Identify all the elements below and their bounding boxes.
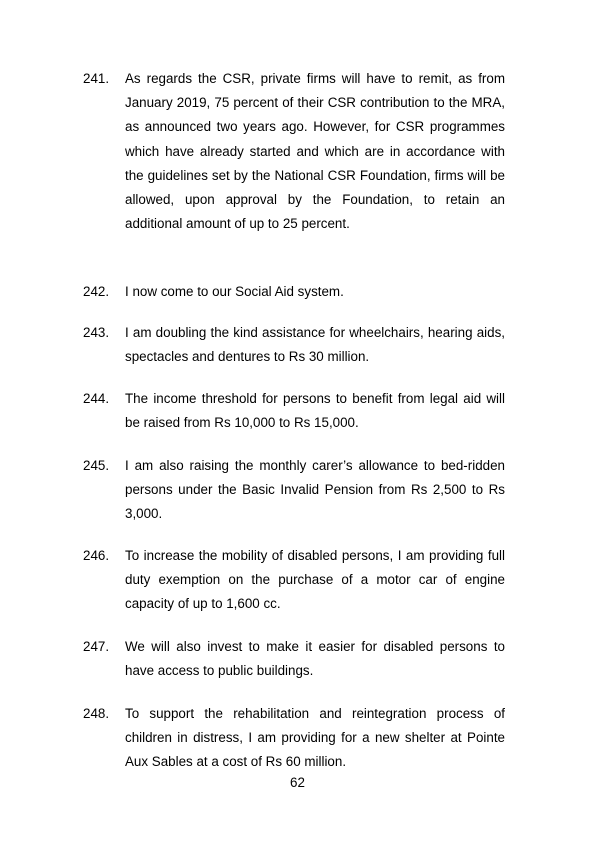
paragraph-number: 248. xyxy=(83,706,110,721)
paragraph-text: I now come to our Social Aid system. xyxy=(125,284,344,299)
paragraph-241 xyxy=(83,67,505,236)
paragraph-number: 244. xyxy=(83,391,110,406)
paragraph-number: 241. xyxy=(83,71,110,86)
paragraph-text: To increase the mobility of disabled persons, I am providing full duty exemption on the purchase of a motor car of engine capacity of up to 1,600 cc. xyxy=(125,548,505,612)
paragraph-number: 243. xyxy=(83,325,110,340)
paragraph-number: 245. xyxy=(83,458,110,473)
paragraph-text: The income threshold for persons to benefit from legal aid will be raised from Rs 10,000 to Rs 15,000. xyxy=(125,391,505,431)
paragraph-text: To support the rehabilitation and reintegration process of children in distress, I am providing for a new shelter at Pointe Aux Sables at a cost of Rs 60 million. xyxy=(125,706,505,770)
paragraph-245 xyxy=(83,454,505,527)
paragraph-246 xyxy=(83,544,505,617)
paragraph-text: As regards the CSR, private firms will have to remit, as from January 2019, 75 percent of their CSR contribution to the MRA, as announced two years ago. However, for CSR programmes which have already started and which are in accordance with the guidelines set by the National CSR Foundation, firms will be allowed, upon approval by the Foundation, to retain an additional amount of up to 25 percent. xyxy=(125,71,505,232)
paragraph-244 xyxy=(83,387,505,435)
paragraph-247 xyxy=(83,635,505,683)
page-number: 62 xyxy=(290,775,305,790)
paragraph-text: We will also invest to make it easier for disabled persons to have access to public buildings. xyxy=(125,639,505,679)
paragraph-248 xyxy=(83,702,505,775)
paragraph-number: 242. xyxy=(83,284,110,299)
paragraph-243 xyxy=(83,321,505,369)
paragraph-text: I am doubling the kind assistance for wheelchairs, hearing aids, spectacles and dentures to Rs 30 million. xyxy=(125,325,505,365)
paragraph-242 xyxy=(83,280,505,304)
paragraph-text: I am also raising the monthly carer’s allowance to bed-ridden persons under the Basic Invalid Pension from Rs 2,500 to Rs 3,000. xyxy=(125,458,505,522)
paragraph-number: 246. xyxy=(83,548,110,563)
paragraph-number: 247. xyxy=(83,639,110,654)
